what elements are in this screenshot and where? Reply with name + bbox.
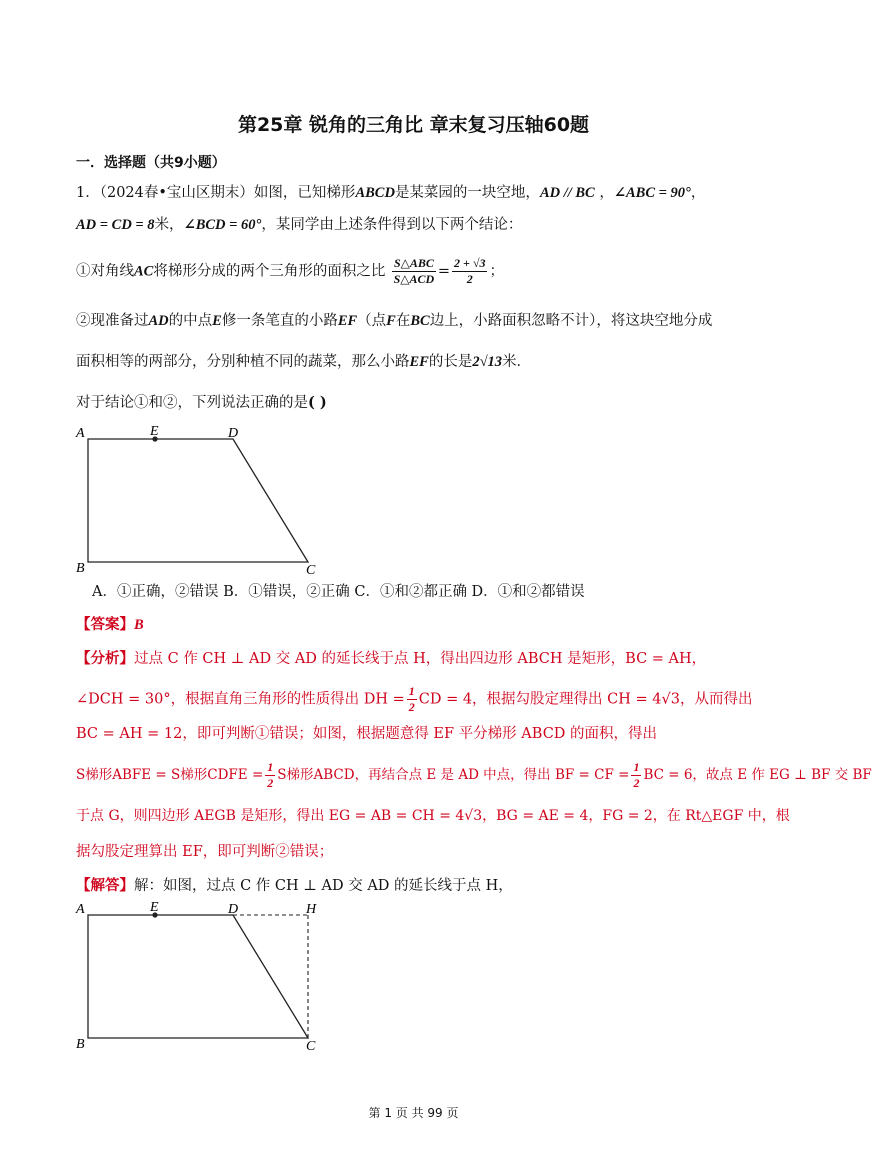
c1-ac: AC bbox=[134, 263, 154, 280]
half-fraction bbox=[407, 684, 417, 715]
q1-ask bbox=[76, 393, 327, 413]
q1-intro3: ，某同学由上述条件得到以下两个结论： bbox=[261, 217, 523, 233]
q1-line1: 1．（2024春•宝山区期末）如图，已知梯形ABCD是某菜园的一块空地，AD // BC ，∠ABC = 90°， bbox=[76, 185, 706, 201]
label-a: A bbox=[76, 426, 85, 441]
c2-len: 2√13 bbox=[472, 354, 503, 370]
c2f: 边上，小路面积忽略不计），将这块空地分成 bbox=[429, 313, 713, 329]
s-acd: S△ACD bbox=[393, 272, 435, 286]
c2e: 在 bbox=[395, 313, 411, 329]
analysis-tag: 【分析】 bbox=[76, 650, 134, 667]
analysis-l2b: CD = 4，根据勾股定理得出 CH = 4√3，从而得出 bbox=[418, 691, 753, 708]
c2c: 修一条笔直的小路 bbox=[221, 313, 338, 329]
half-den-2: 2 bbox=[267, 776, 274, 790]
label-c: C bbox=[306, 563, 316, 578]
half-num-2: 1 bbox=[267, 760, 274, 774]
label-b-2: B bbox=[76, 1037, 85, 1052]
analysis-line5: 于点 G，则四边形 AEGB 是矩形，得出 EG = AB = CH = 4√3，BG = AE = 4，FG = 2，在 Rt△EGF 中，根 bbox=[76, 808, 790, 824]
page-title: 第25章 锐角的三角比 章末复习压轴60题 bbox=[237, 114, 590, 136]
c2b: 的中点 bbox=[168, 313, 213, 329]
solution-tag: 【解答】 bbox=[76, 877, 134, 894]
label-e-2: E bbox=[150, 900, 159, 915]
analysis-l4b: S梯形ABCD，再结合点 E 是 AD 中点，得出 BF = CF = bbox=[277, 767, 630, 783]
solution-line bbox=[76, 876, 513, 896]
s-abc: S△ABC bbox=[393, 256, 434, 270]
half-num: 1 bbox=[408, 684, 415, 698]
q1-lengths: AD = CD = 8 bbox=[76, 217, 155, 233]
figure-trapezoid-1 bbox=[70, 422, 330, 582]
q1-abcd: ABCD bbox=[355, 185, 395, 201]
q1-angle-bcd: ∠BCD = 60° bbox=[183, 217, 262, 233]
page-footer: 第 1 页 共 99 页 bbox=[368, 1106, 459, 1120]
q1-line2 bbox=[76, 215, 522, 235]
solution-text: 解：如图，过点 C 作 CH ⊥ AD 交 AD 的延长线于点 H， bbox=[134, 878, 513, 894]
c2g: 面积相等的两部分，分别种植不同的蔬菜，那么小路 bbox=[76, 354, 410, 370]
q1-conclusion2-line2 bbox=[76, 352, 531, 372]
q1-intro2: 是某菜园的一块空地， bbox=[394, 185, 540, 201]
c2i: 米． bbox=[502, 354, 532, 370]
c1a: ①对角线 bbox=[76, 263, 134, 280]
c2d: （点 bbox=[357, 313, 387, 329]
trapezoid-abcd-2 bbox=[88, 915, 308, 1038]
label-c-2: C bbox=[306, 1039, 316, 1054]
answer-value: B bbox=[134, 617, 144, 633]
analysis-line1 bbox=[76, 649, 706, 669]
q1-options: A．①正确，②错误 B．①错误，②正确 C．①和②都正确 D．①和②都错误 bbox=[92, 584, 585, 600]
c2a: ②现准备过 bbox=[76, 313, 149, 329]
half-fraction-3 bbox=[631, 760, 641, 791]
q1-parallel: AD // BC bbox=[539, 185, 595, 201]
q1-angle-abc: ∠ABC = 90° bbox=[613, 185, 691, 201]
section-heading: 一．选择题（共9小题） bbox=[76, 155, 226, 171]
analysis-l4c: BC = 6，故点 E 作 EG ⊥ BF 交 BF bbox=[643, 767, 872, 783]
answer-tag: 【答案】 bbox=[76, 616, 134, 633]
label-d-2: D bbox=[228, 902, 239, 917]
ratio-num: 2 + √3 bbox=[454, 256, 486, 270]
label-b: B bbox=[76, 561, 85, 576]
q1-meter: 米， bbox=[154, 217, 184, 233]
area-ratio-fraction bbox=[392, 256, 436, 287]
q1-intro: 1．（2024春•宝山区期末）如图，已知梯形 bbox=[76, 185, 356, 201]
answer-line bbox=[76, 615, 144, 635]
half-num-3: 1 bbox=[633, 760, 640, 774]
c1-end: ； bbox=[489, 263, 504, 280]
ask-text: 对于结论①和②，下列说法正确的是 bbox=[76, 395, 308, 411]
label-h-2: H bbox=[306, 902, 317, 917]
c2-ef: EF bbox=[337, 313, 358, 329]
answer-blank: ( ) bbox=[308, 394, 327, 411]
c2h: 的长是 bbox=[428, 354, 473, 370]
ratio-value-fraction bbox=[452, 256, 487, 287]
ratio-den: 2 bbox=[466, 272, 473, 286]
q1-conclusion2-line1 bbox=[76, 311, 712, 331]
analysis-line4 bbox=[76, 760, 872, 791]
c2-f: F bbox=[386, 313, 396, 329]
analysis-l1: 过点 C 作 CH ⊥ AD 交 AD 的延长线于点 H，得出四边形 ABCH 是矩形，BC = AH， bbox=[134, 651, 707, 667]
half-den-3: 2 bbox=[633, 776, 640, 790]
label-e: E bbox=[150, 424, 159, 439]
q1-conclusion1: ①对角线AC将梯形分成的两个三角形的面积之比 $\frac{\text{S△ABC}}{\text{S△ACD}}$ = $\frac{2 + √3}{2}$ ； bbox=[76, 256, 504, 286]
analysis-line6: 据勾股定理算出 EF，即可判断②错误； bbox=[76, 844, 334, 860]
half-den: 2 bbox=[408, 700, 415, 714]
analysis-l2a: ∠DCH = 30°，根据直角三角形的性质得出 DH = bbox=[76, 691, 405, 708]
analysis-line3: BC = AH = 12，即可判断①错误；如图，根据题意得 EF 平分梯形 ABCD 的面积，得出 bbox=[76, 726, 658, 742]
c2-e: E bbox=[212, 313, 222, 329]
label-a-2: A bbox=[76, 902, 85, 917]
c2-bc: BC bbox=[410, 313, 430, 329]
c2-ad: AD bbox=[148, 313, 169, 329]
trapezoid-abcd bbox=[88, 439, 308, 562]
half-fraction-2 bbox=[265, 760, 275, 791]
analysis-line2 bbox=[76, 684, 752, 715]
c2-ef2: EF bbox=[409, 354, 429, 370]
label-d: D bbox=[228, 426, 239, 441]
figure-trapezoid-2 bbox=[70, 898, 340, 1058]
analysis-l4a: S梯形ABFE = S梯形CDFE = bbox=[76, 767, 264, 783]
c1b: 将梯形分成的两个三角形的面积之比 bbox=[153, 263, 386, 280]
